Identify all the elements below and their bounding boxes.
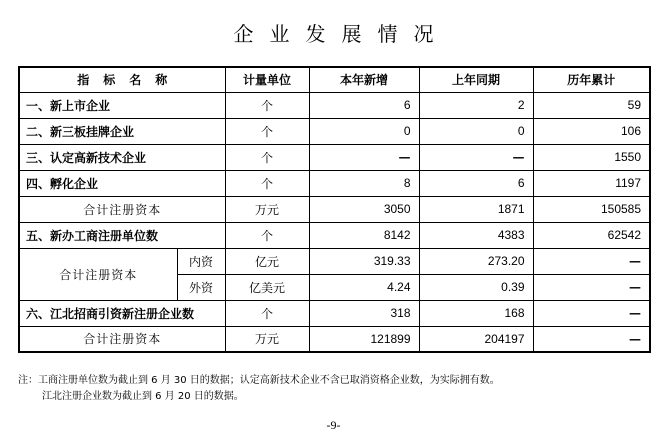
- row-current: 121899: [309, 326, 419, 352]
- row-previous: 0: [419, 118, 533, 144]
- row-name: 四、孵化企业: [19, 170, 225, 196]
- row-current: —: [309, 144, 419, 170]
- footnote-line-1: 注：工商注册单位数为截止到 6 月 30 日的数据；认定高新技术企业不含已取消资格企业数，为实际拥有数。: [18, 375, 500, 386]
- row-total: —: [533, 274, 650, 300]
- row-name: 三、认定高新技术企业: [19, 144, 225, 170]
- table-row: [19, 248, 650, 274]
- footnote: [18, 373, 500, 405]
- row-total: —: [533, 300, 650, 326]
- header-unit: 计量单位: [225, 67, 309, 92]
- row-total: 1197: [533, 170, 650, 196]
- row-sub-label: 内资: [177, 248, 225, 274]
- row-total: 150585: [533, 196, 650, 222]
- table-row: [19, 92, 650, 118]
- table-row: [19, 144, 650, 170]
- row-unit: 个: [225, 118, 309, 144]
- row-current: 0: [309, 118, 419, 144]
- row-name: 五、新办工商注册单位数: [19, 222, 225, 248]
- header-previous-year: 上年同期: [419, 67, 533, 92]
- row-previous: 6: [419, 170, 533, 196]
- table-row: [19, 222, 650, 248]
- row-previous: 204197: [419, 326, 533, 352]
- row-current: 318: [309, 300, 419, 326]
- row-total: 59: [533, 92, 650, 118]
- header-cumulative: 历年累计: [533, 67, 650, 92]
- row-current: 8: [309, 170, 419, 196]
- row-total: —: [533, 248, 650, 274]
- page-number: -9-: [326, 418, 341, 432]
- row-unit: 万元: [225, 196, 309, 222]
- table-row: [19, 196, 650, 222]
- row-previous: —: [419, 144, 533, 170]
- row-name: 六、江北招商引资新注册企业数: [19, 300, 225, 326]
- row-name: 合计注册资本: [19, 196, 225, 222]
- row-current: 8142: [309, 222, 419, 248]
- row-previous: 1871: [419, 196, 533, 222]
- row-current: 4.24: [309, 274, 419, 300]
- row-unit: 万元: [225, 326, 309, 352]
- row-previous: 0.39: [419, 274, 533, 300]
- row-previous: 2: [419, 92, 533, 118]
- row-name: 合计注册资本: [19, 248, 177, 300]
- row-unit: 个: [225, 170, 309, 196]
- row-total: 62542: [533, 222, 650, 248]
- row-unit: 个: [225, 300, 309, 326]
- row-name: 二、新三板挂牌企业: [19, 118, 225, 144]
- table-row: [19, 170, 650, 196]
- row-name: 合计注册资本: [19, 326, 225, 352]
- table-row: [19, 118, 650, 144]
- row-total: 1550: [533, 144, 650, 170]
- row-current: 3050: [309, 196, 419, 222]
- row-current: 6: [309, 92, 419, 118]
- footnote-line-2: 江北注册企业数为截止到 6 月 20 日的数据。: [42, 391, 244, 402]
- table-header-row: [19, 67, 650, 92]
- page-title: 企业发展情况: [233, 22, 450, 46]
- row-unit: 个: [225, 144, 309, 170]
- row-total: —: [533, 326, 650, 352]
- row-name: 一、新上市企业: [19, 92, 225, 118]
- row-unit: 亿元: [225, 248, 309, 274]
- row-sub-label: 外资: [177, 274, 225, 300]
- row-current: 319.33: [309, 248, 419, 274]
- row-unit: 个: [225, 92, 309, 118]
- row-unit: 亿美元: [225, 274, 309, 300]
- table-row: [19, 300, 650, 326]
- header-current-year: 本年新增: [309, 67, 419, 92]
- row-previous: 4383: [419, 222, 533, 248]
- row-previous: 273.20: [419, 248, 533, 274]
- row-total: 106: [533, 118, 650, 144]
- row-unit: 个: [225, 222, 309, 248]
- row-previous: 168: [419, 300, 533, 326]
- enterprise-development-table: [18, 66, 651, 353]
- table-row: [19, 326, 650, 352]
- header-indicator-name: 指标名称: [19, 67, 225, 92]
